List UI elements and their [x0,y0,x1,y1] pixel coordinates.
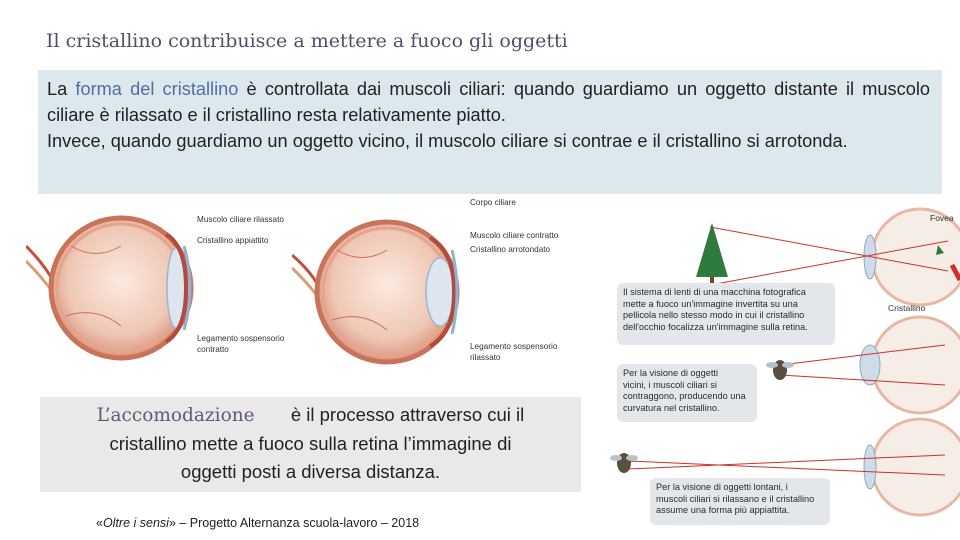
label-fovea: Fovea [930,213,954,223]
bubble-far-line: Per la visione di oggetti lontani, i [656,482,788,492]
accommodation-box [40,397,581,492]
accommodation-line3: oggetti posti a diversa distanza. [180,461,441,482]
bubble-near-line: Per la visione di oggetti [623,368,718,378]
label-ciliary-contracted: Muscolo ciliare contratto [470,231,559,240]
intro-box [38,70,942,194]
bubble-camera-line: mette a fuoco un'immagine invertita su una [623,298,798,309]
accommodation-line2: cristallino mette a fuoco sulla retina l’immagine di [109,433,512,454]
label-ciliary-body: Corpo ciliare [470,198,516,207]
footer-italic-title: Oltre i sensi [102,516,169,530]
bubble-camera [617,283,835,345]
label-lens-flattened: Cristallino appiattito [197,236,269,245]
accommodation-term: L’accomodazione [96,405,255,426]
label-lens-rounded: Cristallino arrotondato [470,245,551,254]
intro-text-1: La [47,79,76,99]
bubble-near-line: contraggono, producendo una [623,391,746,401]
page-title: Il cristallino contribuisce a mettere a fuoco gli oggetti [46,30,568,52]
label-ligament-relaxed-1: Legamento sospensorio [470,342,558,351]
footer-text: » – Progetto Alternanza scuola-lavoro – 2018 [168,516,420,530]
label-cristallino: Cristallino [888,303,926,313]
label-ligament-contracted-2: contratto [197,345,229,354]
bubble-camera-line: Il sistema di lenti di una macchina fotografica [623,287,806,297]
bubble-far [650,478,830,525]
label-ciliary-relaxed: Muscolo ciliare rilassato [197,215,284,224]
label-ligament-contracted-1: Legamento sospensorio [197,334,285,343]
eye-relaxed-illustration [26,206,196,366]
bubble-near-line: curvatura nel cristallino. [623,402,720,413]
intro-highlight: forma del cristallino [75,79,239,99]
bubble-camera-line: pellicola nello stesso modo in cui il cristallino [623,310,805,320]
bubble-near-line: vicini, i muscoli ciliari si [623,379,717,390]
bubble-far-line: assume una forma più appiattita. [656,505,790,515]
eye-contracted-illustration [292,210,462,370]
bubble-camera-line: dell'occhio focalizza un'immagine sulla retina. [623,321,808,332]
intro-text-3: Invece, quando guardiamo un oggetto vicino, il muscolo ciliare si contrae e il cristallino si arrotonda. [47,131,848,151]
label-ligament-relaxed-2: rilassato [470,353,501,362]
intro-text-2: è controllata dai muscoli ciliari: quando guardiamo un oggetto distante il muscolo ciliare è rilassato e il cristallino resta relativamente piatto. [47,79,930,125]
footer-open-quote: « [96,516,103,530]
bubble-far-line: muscoli ciliari si rilassano e il cristallino [656,493,815,504]
bubble-near [617,364,757,422]
accommodation-line1: è il processo attraverso cui il [290,404,525,425]
footer-credit [96,516,419,530]
